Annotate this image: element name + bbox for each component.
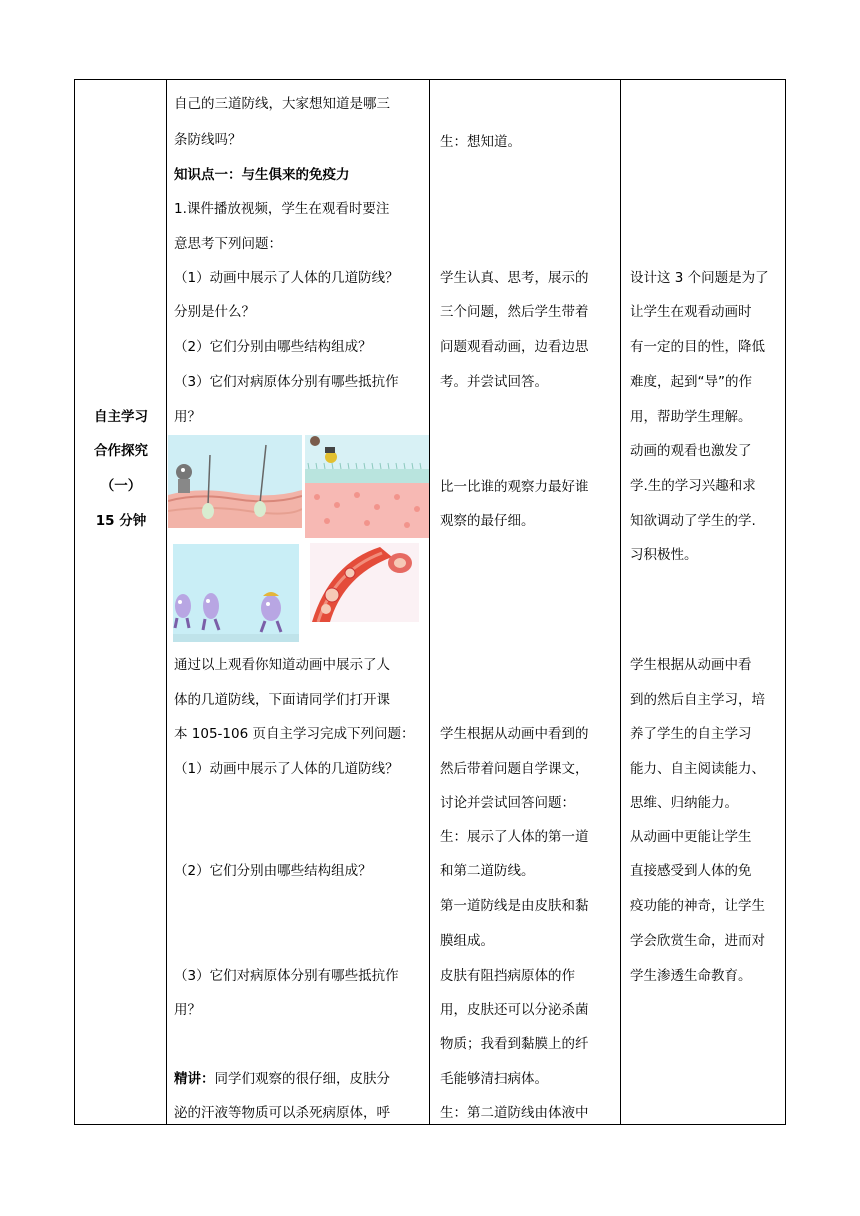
stage-cell [75,80,166,1124]
teacher-text: 通过以上观看你知道动画中展示了人 [174,657,390,673]
student-text: 皮肤有阻挡病原体的作 [440,968,575,984]
teacher-activity-cell [167,80,429,1124]
intent-text: 让学生在观看动画时 [630,304,752,320]
question-text: （1）动画中展示了人体的几道防线？ [174,270,399,286]
design-intent-cell [621,80,787,1124]
blood-vessel-phagocyte-animation-image [310,543,419,622]
student-text: 生：想知道。 [440,134,521,150]
intent-text: 习积极性。 [630,547,698,563]
question-text: （1）动画中展示了人体的几道防线？ [174,761,399,777]
student-text: 三个问题，然后学生带着 [440,304,589,320]
intent-text: 设计这 3 个问题是为了 [630,270,769,286]
intensive-explanation [174,1070,390,1089]
intent-text: 直接感受到人体的免 [630,863,752,879]
student-text: 观察的最仔细。 [440,513,535,529]
stage-line: 合作探究 [94,443,148,459]
teacher-text: 泌的汗液等物质可以杀死病原体，呼 [174,1105,390,1121]
student-text: 然后带着问题自学课文， [440,761,589,777]
teacher-text: 意思考下列问题： [174,236,282,252]
white-cells-running-animation-image [173,544,299,642]
teacher-text: 本 105-106 页自主学习完成下列问题： [174,726,415,742]
student-text: 膜组成。 [440,933,494,949]
stage-line: （一） [100,478,142,494]
intent-text: 从动画中更能让学生 [630,829,752,845]
student-text: 毛能够清扫病体。 [440,1071,548,1087]
student-text: 讨论并尝试回答问题： [440,795,575,811]
student-text: 学生根据从动画中看到的 [440,726,589,742]
question-text: 用？ [174,1002,201,1018]
student-text: 物质；我看到黏膜上的纤 [440,1036,589,1052]
question-text: （3）它们对病原体分别有哪些抵抗作 [174,968,399,984]
intent-text: 学会欣赏生命，进而对 [630,933,765,949]
student-text: 考。并尝试回答。 [440,374,548,390]
intent-text: 用，帮助学生理解。 [630,409,752,425]
intent-text: 到的然后自主学习，培 [630,692,765,708]
intent-text: 有一定的目的性，降低 [630,339,765,355]
question-text: （2）它们分别由哪些结构组成？ [174,339,372,355]
intent-text: 学生渗透生命教育。 [630,968,752,984]
student-text: 生：第二道防线由体液中 [440,1105,589,1121]
intent-text: 学生根据从动画中看 [630,657,752,673]
question-text: 分别是什么？ [174,304,255,320]
stage-line: 自主学习 [94,409,148,425]
teacher-text: 1.课件播放视频，学生在观看时要注 [174,201,390,217]
student-text: 生：展示了人体的第一道 [440,829,589,845]
skin-barrier-animation-image [168,435,302,528]
student-text: 比一比谁的观察力最好谁 [440,479,589,495]
intent-text: 养了学生的自主学习 [630,726,752,742]
student-text: 学生认真、思考，展示的 [440,270,589,286]
question-text: 用？ [174,409,201,425]
intent-text: 知欲调动了学生的学. [630,513,756,529]
question-text: （3）它们对病原体分别有哪些抵抗作 [174,374,399,390]
intent-text: 能力、自主阅读能力、 [630,761,765,777]
teacher-text: 条防线吗？ [174,132,242,148]
student-text: 和第二道防线。 [440,863,535,879]
knowledge-point-heading: 知识点一：与生俱来的免疫力 [174,167,350,183]
stage-line: 15 分钟 [95,513,147,529]
intent-text: 思维、归纳能力。 [630,795,738,811]
mucosa-cilia-animation-image [305,435,429,538]
student-text: 第一道防线是由皮肤和黏 [440,898,589,914]
intent-text: 学.生的学习兴趣和求 [630,478,756,494]
intensive-explanation-label: 精讲： [174,1071,215,1087]
student-text: 用，皮肤还可以分泌杀菌 [440,1002,589,1018]
intensive-explanation-text: 同学们观察的很仔细，皮肤分 [214,1071,390,1087]
intent-text: 动画的观看也激发了 [630,443,752,459]
student-activity-cell [430,80,620,1124]
teacher-text: 自己的三道防线，大家想知道是哪三 [174,96,390,112]
teacher-text: 体的几道防线，下面请同学们打开课 [174,692,390,708]
question-text: （2）它们分别由哪些结构组成？ [174,863,372,879]
intent-text: 疫功能的神奇，让学生 [630,898,765,914]
intent-text: 难度，起到“导”的作 [630,374,752,390]
student-text: 问题观看动画，边看边思 [440,339,589,355]
lesson-plan-table [74,79,786,1125]
